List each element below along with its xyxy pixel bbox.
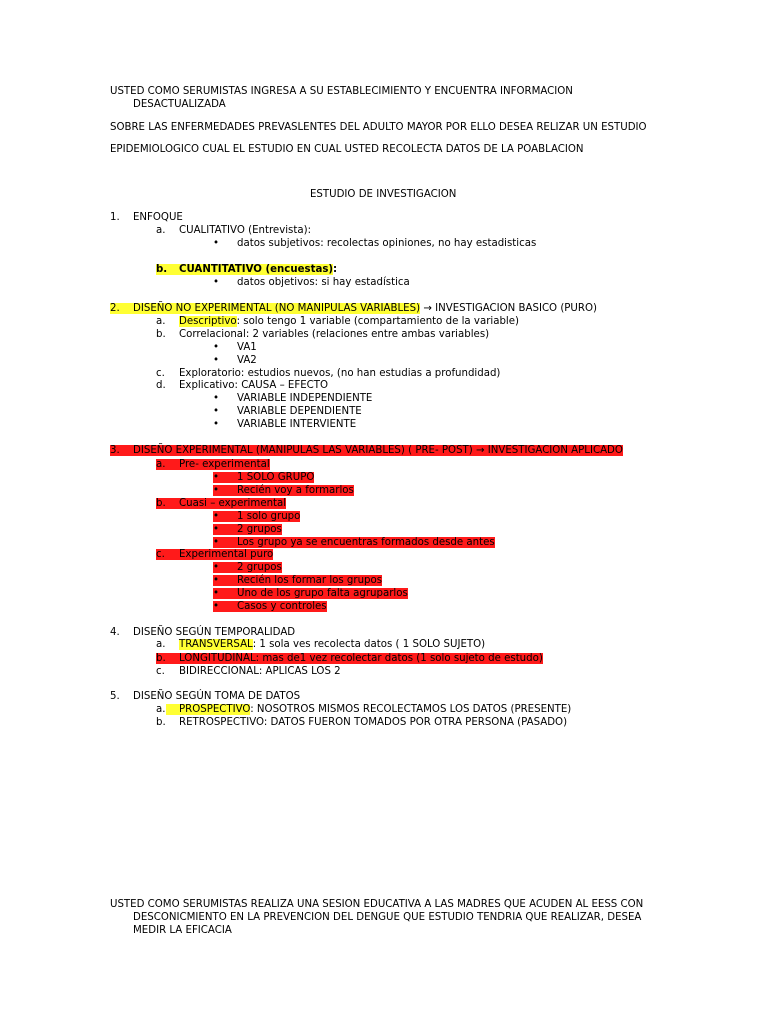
bullet-icon: • bbox=[213, 562, 220, 573]
item-label: Explicativo: CAUSA – EFECTO bbox=[179, 380, 329, 391]
section-1-title bbox=[110, 211, 183, 224]
bullet-icon: • bbox=[213, 277, 220, 288]
bullet-text: VARIABLE DEPENDIENTE bbox=[237, 406, 362, 417]
intro-line-2: SOBRE LAS ENFERMEDADES PREVASLENTES DEL ADULTO MAYOR POR ELLO DESEA RELIZAR UN ESTUDIO bbox=[110, 122, 647, 133]
bullet-text: VARIABLE INDEPENDIENTE bbox=[237, 393, 373, 404]
section-5-title bbox=[110, 690, 300, 703]
section-2-item-b bbox=[156, 328, 489, 341]
section-3-item-a bbox=[156, 458, 270, 471]
item-mark: a. bbox=[156, 704, 166, 715]
section-3-a-bullet-1 bbox=[213, 471, 314, 484]
section-3-b-bullet-2 bbox=[213, 523, 282, 536]
section-2-label: DISEÑO NO EXPERIMENTAL (NO MANIPULAS VARIABLES) bbox=[133, 303, 421, 314]
section-2-d-bullet-3 bbox=[213, 418, 356, 431]
arrow-right-icon: → bbox=[475, 445, 485, 456]
item-mark: a. bbox=[156, 225, 166, 236]
section-4-item-b bbox=[156, 652, 543, 665]
bullet-icon: • bbox=[213, 524, 220, 535]
section-3-item-c bbox=[156, 548, 273, 561]
bullet-text: 2 grupos bbox=[237, 524, 282, 535]
bullet-text: 2 grupos bbox=[237, 562, 282, 573]
section-3-c-bullet-3 bbox=[213, 587, 408, 600]
item-label: : solo tengo 1 variable (compartamiento de la variable) bbox=[236, 316, 519, 327]
item-mark: c. bbox=[156, 368, 165, 379]
outro-line-1: USTED COMO SERUMISTAS REALIZA UNA SESION EDUCATIVA A LAS MADRES QUE ACUDEN AL EESS CON bbox=[110, 899, 644, 910]
bullet-text: Uno de los grupo falta agruparlos bbox=[237, 588, 408, 599]
section-4-number: 4. bbox=[110, 627, 120, 638]
bullet-text: VA1 bbox=[237, 342, 257, 353]
section-3-label: DISEÑO EXPERIMENTAL (MANIPULAS LAS VARIABLES) ( PRE- POST) bbox=[133, 445, 473, 456]
bullet-icon: • bbox=[213, 393, 220, 404]
section-3-title bbox=[110, 444, 623, 457]
bullet-text: VARIABLE INTERVIENTE bbox=[237, 419, 357, 430]
section-5-number: 5. bbox=[110, 691, 120, 702]
bullet-icon: • bbox=[213, 406, 220, 417]
bullet-icon: • bbox=[213, 588, 220, 599]
outro-line-2: DESCONICMIENTO EN LA PREVENCION DEL DENGUE QUE ESTUDIO TENDRIA QUE REALIZAR, DESEA bbox=[133, 912, 642, 923]
section-3-c-bullet-1 bbox=[213, 561, 282, 574]
bullet-text: VA2 bbox=[237, 355, 257, 366]
section-3-number: 3. bbox=[110, 445, 120, 456]
bullet-icon: • bbox=[213, 601, 220, 612]
item-label: CUALITATIVO (Entrevista): bbox=[179, 225, 312, 236]
bullet-text: Recién voy a formarlos bbox=[237, 485, 354, 496]
outro-line-3: MEDIR LA EFICACIA bbox=[133, 925, 232, 936]
section-4-item-a bbox=[156, 638, 485, 651]
item-mark: b. bbox=[156, 329, 166, 340]
bullet-icon: • bbox=[213, 472, 220, 483]
section-1-item-a bbox=[156, 224, 311, 237]
arrow-right-icon: → bbox=[423, 303, 432, 314]
item-label: LONGITUDINAL: mas de1 vez recolectar datos (1 solo sujeto de estudo) bbox=[179, 653, 543, 664]
section-4-label: DISEÑO SEGÚN TEMPORALIDAD bbox=[133, 627, 296, 638]
section-2-d-bullet-1 bbox=[213, 392, 372, 405]
section-3-c-bullet-2 bbox=[213, 574, 382, 587]
bullet-icon: • bbox=[213, 485, 220, 496]
section-1-label: ENFOQUE bbox=[133, 212, 183, 223]
item-colon: : bbox=[333, 264, 338, 275]
item-mark: b. bbox=[156, 498, 166, 509]
item-label: : 1 sola ves recolecta datos ( 1 SOLO SUJETO) bbox=[252, 639, 486, 650]
item-mark: a. bbox=[156, 316, 166, 327]
item-label: Exploratorio: estudios nuevos, (no han estudias a profundidad) bbox=[179, 368, 501, 379]
section-2-b-bullet-1 bbox=[213, 341, 257, 354]
bullet-icon: • bbox=[213, 342, 220, 353]
item-mark: a. bbox=[156, 639, 166, 650]
section-2-b-bullet-2 bbox=[213, 354, 257, 367]
section-1-b-bullet-1 bbox=[213, 276, 410, 289]
section-5-item-b bbox=[156, 716, 567, 729]
bullet-icon: • bbox=[213, 238, 220, 249]
section-2-title bbox=[110, 302, 597, 315]
section-2-item-d bbox=[156, 379, 328, 392]
intro-line-1: USTED COMO SERUMISTAS INGRESA A SU ESTABLECIMIENTO Y ENCUENTRA INFORMACION bbox=[110, 86, 573, 97]
section-3-c-bullet-4 bbox=[213, 600, 327, 613]
bullet-icon: • bbox=[213, 537, 220, 548]
bullet-text: 1 solo grupo bbox=[237, 511, 301, 522]
section-5-label: DISEÑO SEGÚN TOMA DE DATOS bbox=[133, 691, 301, 702]
bullet-icon: • bbox=[213, 419, 220, 430]
section-3-a-bullet-2 bbox=[213, 484, 354, 497]
section-1-number: 1. bbox=[110, 212, 120, 223]
section-3-b-bullet-1 bbox=[213, 510, 300, 523]
item-label: Cuasi – experimental bbox=[179, 498, 287, 509]
item-highlight: TRANSVERSAL bbox=[179, 639, 253, 650]
bullet-text: 1 SOLO GRUPO bbox=[237, 472, 315, 483]
section-2-item-a bbox=[156, 315, 519, 328]
bullet-text: Recién los formar los grupos bbox=[237, 575, 383, 586]
item-highlight: PROSPECTIVO bbox=[166, 704, 250, 715]
section-1-a-bullet-1 bbox=[213, 237, 536, 250]
bullet-text: datos subjetivos: recolectas opiniones, no hay estadisticas bbox=[237, 238, 537, 249]
item-mark: b. bbox=[156, 264, 168, 275]
section-4-item-c bbox=[156, 665, 341, 678]
bullet-text: Casos y controles bbox=[237, 601, 327, 612]
bullet-text: Los grupo ya se encuentras formados desde antes bbox=[237, 537, 495, 548]
item-label: BIDIRECCIONAL: APLICAS LOS 2 bbox=[179, 666, 341, 677]
item-label: CUANTITATIVO (encuestas) bbox=[179, 264, 334, 275]
section-3-rest: INVESTIGACION APLICADO bbox=[487, 445, 623, 456]
item-mark: b. bbox=[156, 653, 166, 664]
item-label: Pre- experimental bbox=[179, 459, 270, 470]
section-1-item-b bbox=[156, 263, 337, 276]
item-label: Experimental puro bbox=[179, 549, 274, 560]
item-mark: b. bbox=[156, 717, 166, 728]
bullet-icon: • bbox=[213, 575, 220, 586]
bullet-icon: • bbox=[213, 355, 220, 366]
item-highlight: Descriptivo bbox=[179, 316, 237, 327]
item-mark: a. bbox=[156, 459, 166, 470]
item-mark: c. bbox=[156, 549, 165, 560]
section-2-d-bullet-2 bbox=[213, 405, 362, 418]
section-2-number: 2. bbox=[110, 303, 120, 314]
item-label: RETROSPECTIVO: DATOS FUERON TOMADOS POR OTRA PERSONA (PASADO) bbox=[179, 717, 568, 728]
item-mark: d. bbox=[156, 380, 166, 391]
item-mark: c. bbox=[156, 666, 165, 677]
intro-line-1-wrap: DESACTUALIZADA bbox=[133, 99, 226, 110]
bullet-icon: • bbox=[213, 511, 220, 522]
section-3-item-b bbox=[156, 497, 286, 510]
section-5-item-a bbox=[156, 703, 571, 716]
item-label: Correlacional: 2 variables (relaciones entre ambas variables) bbox=[179, 329, 490, 340]
item-label: : NOSOTROS MISMOS RECOLECTAMOS LOS DATOS (PRESENTE) bbox=[250, 704, 572, 715]
section-2-rest: INVESTIGACION BASICO (PURO) bbox=[435, 303, 597, 314]
bullet-text: datos objetivos: si hay estadística bbox=[237, 277, 410, 288]
intro-line-3: EPIDEMIOLOGICO CUAL EL ESTUDIO EN CUAL USTED RECOLECTA DATOS DE LA POABLACION bbox=[110, 144, 584, 155]
page-heading: ESTUDIO DE INVESTIGACION bbox=[310, 189, 457, 200]
